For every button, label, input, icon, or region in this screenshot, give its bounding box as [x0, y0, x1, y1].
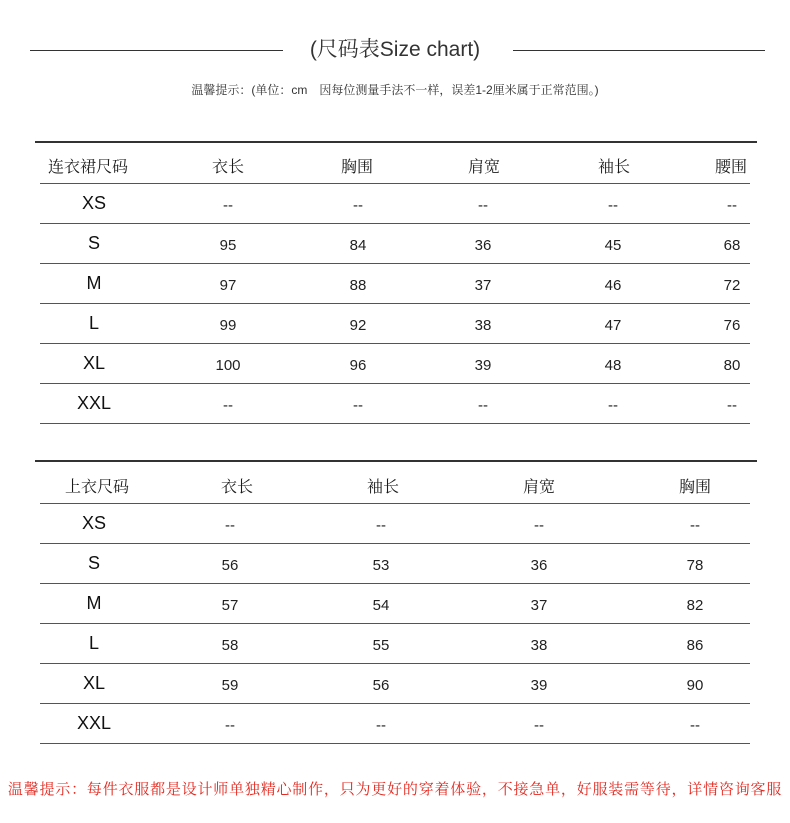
shoulder-cell: 39 — [474, 357, 492, 374]
footer-notice: 温馨提示：每件衣服都是设计师单独精心制作，只为更好的穿着体验，不接急单，好服装需等待，详情咨询客服 — [7, 781, 783, 798]
header-size: 连衣裙尺码 — [48, 159, 129, 176]
sleeve-cell: 55 — [372, 637, 390, 654]
bust-cell: 96 — [349, 357, 367, 374]
table-row — [40, 584, 750, 624]
sleeve-cell: 47 — [604, 317, 622, 334]
bust-cell: 90 — [686, 677, 704, 694]
title-divider-left — [30, 50, 283, 51]
shoulder-cell: 36 — [474, 237, 492, 254]
bust-cell: 82 — [686, 597, 704, 614]
waist-cell: 76 — [723, 317, 741, 334]
shoulder-cell: 37 — [474, 277, 492, 294]
length-cell: -- — [225, 517, 235, 534]
header-size: 上衣尺码 — [64, 478, 129, 496]
length-cell: -- — [223, 397, 233, 414]
shoulder-cell: -- — [534, 717, 544, 734]
shoulder-cell: -- — [478, 197, 488, 214]
table-row — [40, 384, 750, 424]
table-row — [40, 304, 750, 344]
header-sleeve: 袖长 — [366, 478, 399, 496]
header-length: 衣长 — [211, 159, 244, 176]
size-label: L — [88, 313, 99, 333]
length-cell: 59 — [221, 677, 239, 694]
bust-cell: 92 — [349, 317, 367, 334]
top-table-header — [40, 462, 750, 504]
sleeve-cell: 56 — [372, 677, 390, 694]
table-row — [40, 224, 750, 264]
length-cell: 95 — [219, 237, 237, 254]
size-label: XXL — [76, 393, 112, 413]
table-row — [40, 704, 750, 744]
waist-cell: 80 — [723, 357, 741, 374]
sleeve-cell: 54 — [372, 597, 390, 614]
sleeve-cell: -- — [376, 517, 386, 534]
size-label: S — [87, 233, 100, 253]
table-row — [40, 544, 750, 584]
length-cell: 97 — [219, 277, 237, 294]
length-cell: 100 — [215, 357, 241, 374]
measurement-note: 温馨提示：(单位：cm 因每位测量手法不一样，误差1-2厘米属于正常范围。) — [191, 83, 599, 97]
bust-cell: 78 — [686, 557, 704, 574]
top-size-table — [40, 462, 750, 744]
sleeve-cell: 46 — [604, 277, 622, 294]
header-shoulder: 肩宽 — [467, 159, 500, 176]
title-divider-right — [513, 50, 765, 51]
table-row — [40, 664, 750, 704]
header-bust: 胸围 — [340, 159, 373, 176]
table-row — [40, 624, 750, 664]
shoulder-cell: 36 — [530, 557, 548, 574]
size-label: XL — [82, 673, 106, 693]
bust-cell: -- — [690, 717, 700, 734]
bust-cell: -- — [690, 517, 700, 534]
waist-cell: -- — [727, 397, 737, 414]
table-row — [40, 504, 750, 544]
size-label: M — [86, 593, 102, 613]
sleeve-cell: 48 — [604, 357, 622, 374]
bust-cell: 86 — [686, 637, 704, 654]
length-cell: 58 — [221, 637, 239, 654]
table-row — [40, 264, 750, 304]
header-sleeve: 袖长 — [597, 159, 630, 176]
length-cell: -- — [225, 717, 235, 734]
sleeve-cell: -- — [376, 717, 386, 734]
size-label: XXL — [76, 713, 112, 733]
length-cell: -- — [223, 197, 233, 214]
shoulder-cell: -- — [534, 517, 544, 534]
table-row — [40, 184, 750, 224]
sleeve-cell: -- — [608, 197, 618, 214]
size-label: XL — [82, 353, 106, 373]
header-bust: 胸围 — [678, 478, 711, 496]
dress-size-table — [40, 143, 750, 424]
length-cell: 99 — [219, 317, 237, 334]
bust-cell: 84 — [349, 237, 367, 254]
sleeve-cell: -- — [608, 397, 618, 414]
waist-cell: 72 — [723, 277, 741, 294]
size-label: M — [86, 273, 102, 293]
shoulder-cell: -- — [478, 397, 488, 414]
size-label: XS — [81, 513, 106, 533]
sleeve-cell: 45 — [604, 237, 622, 254]
bust-cell: -- — [353, 397, 363, 414]
waist-cell: 68 — [723, 237, 741, 254]
shoulder-cell: 38 — [474, 317, 492, 334]
size-label: L — [88, 633, 99, 653]
shoulder-cell: 39 — [530, 677, 548, 694]
waist-cell: -- — [727, 197, 737, 214]
header-length: 衣长 — [220, 478, 253, 496]
table-row — [40, 344, 750, 384]
length-cell: 57 — [221, 597, 239, 614]
sleeve-cell: 53 — [372, 557, 390, 574]
size-label: XS — [81, 193, 106, 213]
bust-cell: -- — [353, 197, 363, 214]
page-title: (尺码表Size chart) — [309, 38, 481, 61]
length-cell: 56 — [221, 557, 239, 574]
shoulder-cell: 37 — [530, 597, 548, 614]
bust-cell: 88 — [349, 277, 367, 294]
header-waist: 腰围 — [714, 159, 747, 176]
header-shoulder: 肩宽 — [522, 478, 555, 496]
shoulder-cell: 38 — [530, 637, 548, 654]
dress-table-header — [40, 143, 750, 184]
size-label: S — [87, 553, 100, 573]
